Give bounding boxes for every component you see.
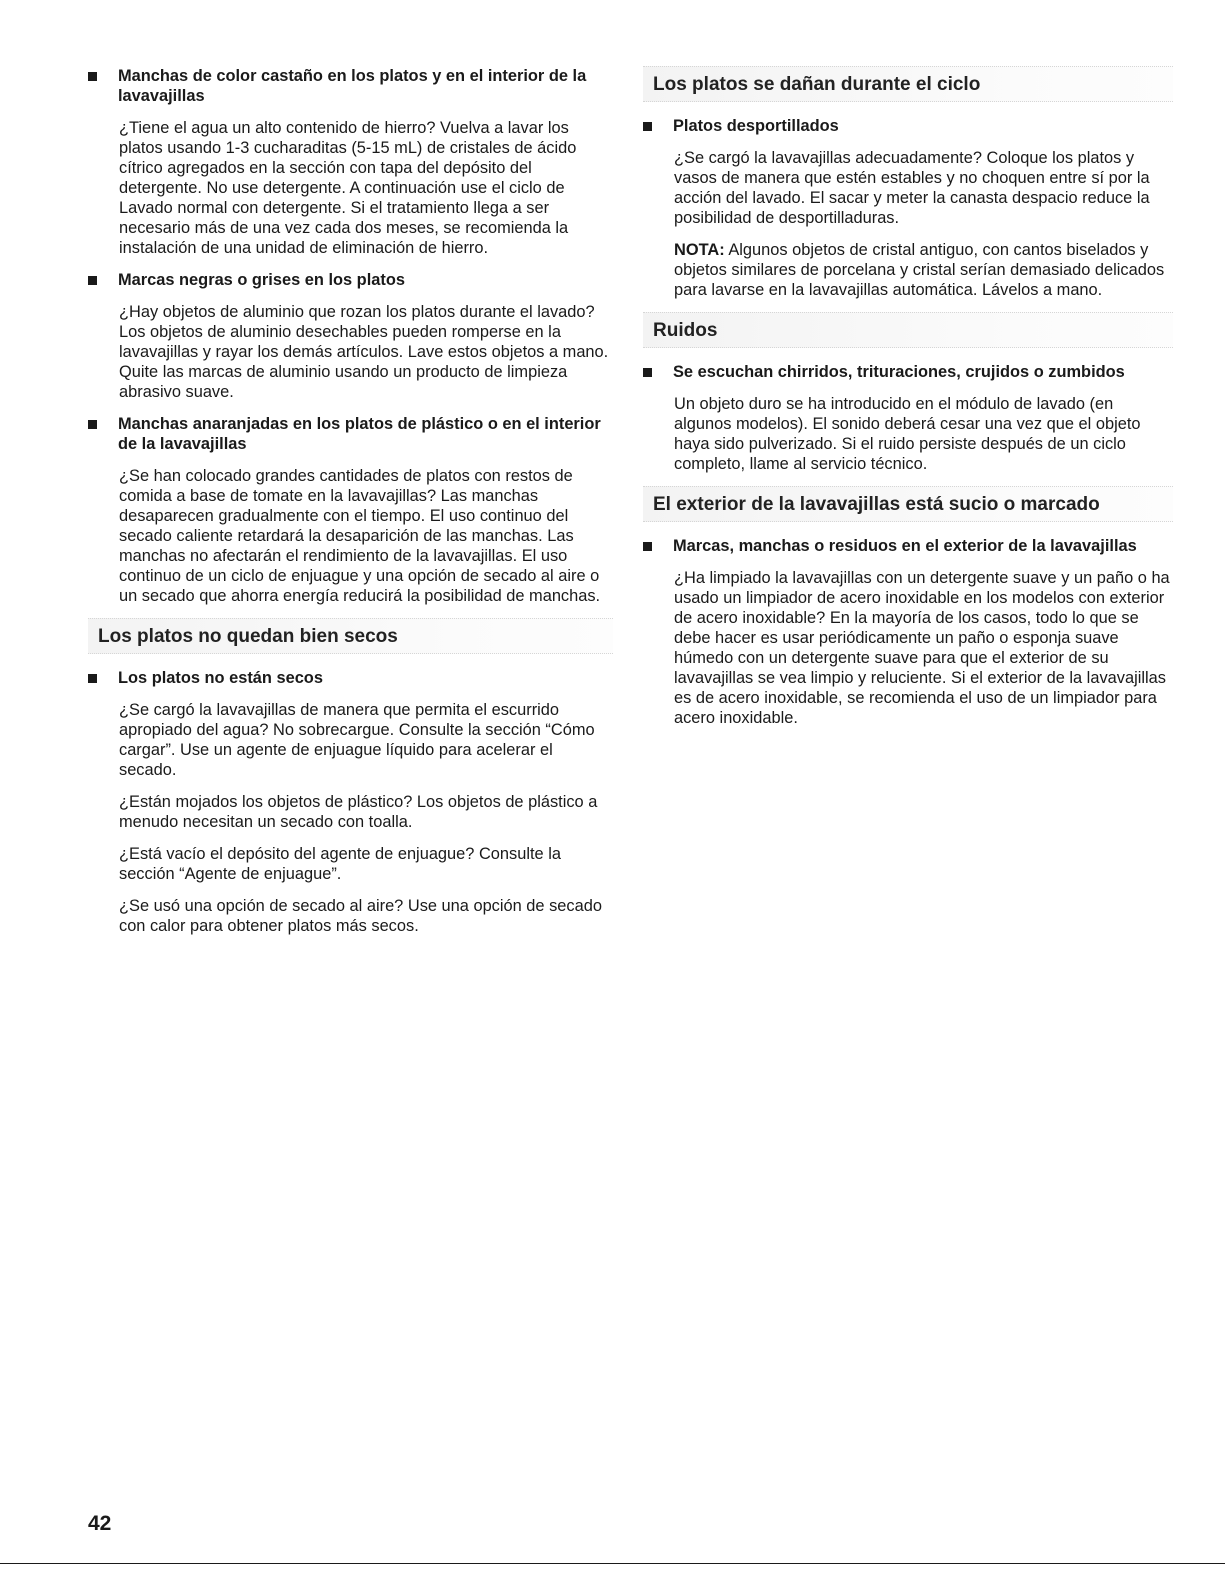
item-heading — [88, 66, 613, 106]
item-heading — [643, 536, 1173, 556]
item-noises — [643, 362, 1173, 474]
section-title-exterior-dirty: El exterior de la lavavajillas está sucio o marcado — [643, 486, 1173, 522]
item-black-gray-marks — [88, 270, 613, 402]
item-paragraph: ¿Hay objetos de aluminio que rozan los platos durante el lavado? Los objetos de aluminio desechables pueden romperse en la lavavajillas y rayar los demás artículos. Lave estos objetos a mano. Quite las marcas de aluminio usando un producto de limpieza abrasivo suave. — [119, 303, 609, 401]
item-heading-text: Manchas anaranjadas en los platos de plástico o en el interior de la lavavajillas — [118, 415, 601, 453]
bullet-icon — [88, 276, 97, 285]
bullet-icon — [88, 72, 97, 81]
left-column — [88, 66, 613, 948]
item-dishes-not-dry — [88, 668, 613, 936]
item-orange-stains — [88, 414, 613, 606]
item-heading-text: Se escuchan chirridos, trituraciones, crujidos o zumbidos — [673, 363, 1125, 381]
item-heading-text: Los platos no están secos — [118, 669, 323, 687]
item-paragraph: ¿Ha limpiado la lavavajillas con un detergente suave y un paño o ha usado un limpiador de acero inoxidable en los modelos con exterior de acero inoxidable? En la mayoría de los casos, todo lo que se debe hacer es usar periódicamente un paño o esponja suave húmedo con un detergente suave para que el exterior de su lavavajillas se vea limpio y reluciente. Si el exterior de la lavavajillas es de acero inoxidable, se recomienda el uso de un limpiador para acero inoxidable. — [674, 569, 1170, 727]
item-heading-text: Manchas de color castaño en los platos y en el interior de la lavavajillas — [118, 67, 587, 105]
item-heading-text: Marcas, manchas o residuos en el exterior de la lavavajillas — [673, 537, 1137, 555]
right-column — [643, 66, 1173, 740]
item-paragraph: ¿Se han colocado grandes cantidades de platos con restos de comida a base de tomate en la lavavajillas? Las manchas desaparecen gradualmente con el tiempo. El uso continuo del secado caliente retardará la desaparición de las manchas. Las manchas no afectarán el rendimiento de la lavavajillas. El uso continuo de un ciclo de enjuague y una opción de secado al aire o un secado que ahorra energía reducirá la posibilidad de manchas. — [119, 467, 601, 605]
item-heading-text: Marcas negras o grises en los platos — [118, 271, 405, 289]
item-paragraph: ¿Están mojados los objetos de plástico? Los objetos de plástico a menudo necesitan un secado con toalla. — [119, 793, 598, 831]
section-title-dishes-damaged: Los platos se dañan durante el ciclo — [643, 66, 1173, 102]
section-title-dishes-not-dry: Los platos no quedan bien secos — [88, 618, 613, 654]
item-exterior-marks — [643, 536, 1173, 728]
bullet-icon — [88, 420, 97, 429]
bullet-icon — [643, 368, 652, 377]
item-heading-text: Platos desportillados — [673, 117, 839, 135]
page-number: 42 — [88, 1512, 112, 1535]
bullet-icon — [88, 674, 97, 683]
item-heading — [643, 362, 1173, 382]
item-heading — [88, 270, 613, 290]
section-title-noises: Ruidos — [643, 312, 1173, 348]
item-heading — [88, 668, 613, 688]
item-paragraph: ¿Se usó una opción de secado al aire? Use una opción de secado con calor para obtener platos más secos. — [119, 897, 602, 935]
item-heading — [88, 414, 613, 454]
item-paragraph: ¿Está vacío el depósito del agente de enjuague? Consulte la sección “Agente de enjuague”. — [119, 845, 561, 883]
note-label: NOTA: — [674, 241, 725, 259]
item-paragraph: ¿Se cargó la lavavajillas adecuadamente? Coloque los platos y vasos de manera que estén estables y no choquen entre sí por la acción del lavado. El sacar y meter la canasta despacio reduce la posibilidad de desportilladuras. — [674, 149, 1150, 227]
bullet-icon — [643, 122, 652, 131]
item-paragraph: Un objeto duro se ha introducido en el módulo de lavado (en algunos modelos). El sonido deberá cesar una vez que el objeto haya sido pulverizado. Si el ruido persiste después de un ciclo completo, llame al servicio técnico. — [674, 395, 1141, 473]
item-paragraph: ¿Se cargó la lavavajillas de manera que permita el escurrido apropiado del agua? No sobrecargue. Consulte la sección “Cómo cargar”. Use un agente de enjuague líquido para acelerar el secado. — [119, 701, 595, 779]
item-paragraph: ¿Tiene el agua un alto contenido de hierro? Vuelva a lavar los platos usando 1-3 cucharaditas (5-15 mL) de cristales de ácido cítrico agregados en la sección con tapa del depósito del detergente. No use detergente. A continuación use el ciclo de Lavado normal con detergente. Si el tratamiento llega a ser necesario más de una vez cada dos meses, se recomienda la instalación de una unidad de eliminación de hierro. — [119, 119, 577, 257]
note-text: Algunos objetos de cristal antiguo, con cantos biselados y objetos similares de porcelana y cristal serían demasiado delicados para lavarse en la lavavajillas automática. Lávelos a mano. — [674, 241, 1165, 299]
item-chipped-dishes — [643, 116, 1173, 300]
item-heading — [643, 116, 1173, 136]
bottom-rule — [0, 1563, 1225, 1564]
bullet-icon — [643, 542, 652, 551]
note-paragraph — [674, 240, 1173, 300]
item-brown-stains — [88, 66, 613, 258]
